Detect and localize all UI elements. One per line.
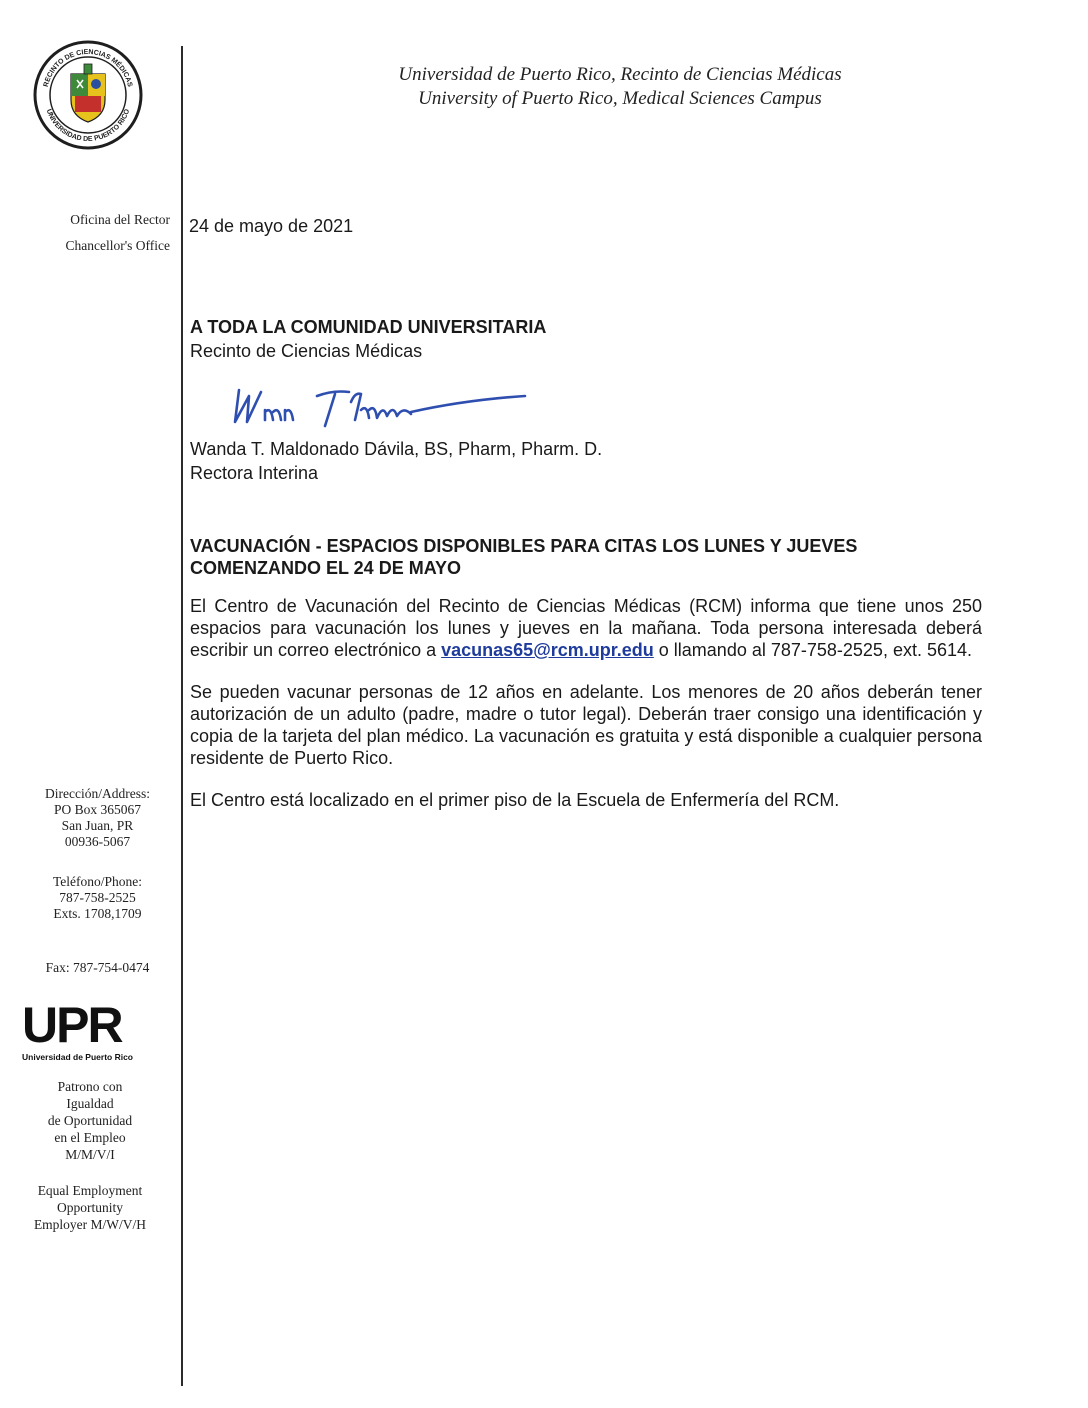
eeo-en-line: Opportunity xyxy=(57,1200,123,1215)
office-en: Chancellor's Office xyxy=(65,238,170,253)
phone-exts: Exts. 1708,1709 xyxy=(53,906,142,921)
letterhead-line-en: University of Puerto Rico, Medical Sciences Campus xyxy=(418,88,822,109)
letterhead xyxy=(300,63,940,111)
address-label: Dirección/Address: xyxy=(45,786,150,801)
vertical-divider xyxy=(181,46,183,1386)
letter-date: 24 de mayo de 2021 xyxy=(189,216,354,236)
sidebar-phone xyxy=(20,874,175,922)
eeo-en-line: Equal Employment xyxy=(37,1183,143,1198)
handwritten-signature xyxy=(225,382,535,432)
letter-body xyxy=(190,535,982,831)
signer-name: Wanda T. Maldonado Dávila, BS, Pharm, Pharm. D. xyxy=(190,439,603,459)
letterhead-line-es: Universidad de Puerto Rico, Recinto de Ciencias Médicas xyxy=(398,64,842,85)
address-line1: PO Box 365067 xyxy=(53,802,141,817)
phone-label: Teléfono/Phone: xyxy=(52,874,143,889)
office-es: Oficina del Rector xyxy=(70,212,170,227)
svg-text:RECINTO DE CIENCIAS MÉDICAS: RECINTO DE CIENCIAS MÉDICAS xyxy=(42,48,134,88)
sidebar-eeo-es xyxy=(10,1078,170,1163)
paragraph-1-text: El Centro de Vacunación del Recinto de Ciencias Médicas (RCM) informa que tiene unos 250 espacios para vacunación los lunes y jueves en la mañana. Toda persona interesada deberá escribir un correo electrónico a xyxy=(190,596,982,660)
address-line2: San Juan, PR xyxy=(61,818,134,833)
eeo-en-line: Employer M/W/V/H xyxy=(33,1217,147,1232)
addressee-sub: Recinto de Ciencias Médicas xyxy=(190,341,423,361)
eeo-es-line: M/M/V/I xyxy=(65,1147,115,1162)
fax-number: Fax: 787-754-0474 xyxy=(45,960,150,975)
eeo-es-line: de Oportunidad xyxy=(47,1113,133,1128)
addressee-to: A TODA LA COMUNIDAD UNIVERSITARIA xyxy=(190,317,547,337)
eeo-es-line: Patrono con xyxy=(57,1079,123,1094)
eeo-es-line: Igualdad xyxy=(66,1096,114,1111)
paragraph-1-tail: o llamando al 787-758-2525, ext. 5614. xyxy=(653,640,973,660)
sidebar-fax xyxy=(20,960,175,976)
paragraph-1 xyxy=(190,595,982,661)
signer-block xyxy=(190,437,602,485)
addressee xyxy=(190,315,546,363)
sidebar-address xyxy=(20,786,175,850)
upr-logo xyxy=(22,997,172,1062)
paragraph-3: El Centro está localizado en el primer piso de la Escuela de Enfermería del RCM. xyxy=(190,790,840,810)
email-link[interactable]: vacunas65@rcm.upr.edu xyxy=(441,640,654,660)
letter-subject: VACUNACIÓN - ESPACIOS DISPONIBLES PARA CITAS LOS LUNES Y JUEVES COMENZANDO EL 24 DE MAYO xyxy=(190,536,858,578)
signer-title: Rectora Interina xyxy=(190,463,319,483)
svg-text:UNIVERSIDAD DE PUERTO RICO: UNIVERSIDAD DE PUERTO RICO xyxy=(44,108,132,144)
address-line3: 00936-5067 xyxy=(64,834,131,849)
eeo-es-line: en el Empleo xyxy=(54,1130,126,1145)
upr-logo-subtitle: Universidad de Puerto Rico xyxy=(22,1052,133,1062)
paragraph-2: Se pueden vacunar personas de 12 años en adelante. Los menores de 20 años deberán tener autorización de un adulto (padre, madre o tutor legal). Deberán traer consigo una identificación y copia de la tarjeta del plan médico. La vacunación es gratuita y está disponible a cualquier persona residente de Puerto Rico. xyxy=(190,682,982,768)
upr-logo-mark: UPR xyxy=(22,997,122,1053)
sidebar-office xyxy=(10,207,170,259)
phone-number: 787-758-2525 xyxy=(59,890,136,905)
university-seal xyxy=(33,40,143,150)
sidebar-eeo-en xyxy=(10,1182,170,1233)
